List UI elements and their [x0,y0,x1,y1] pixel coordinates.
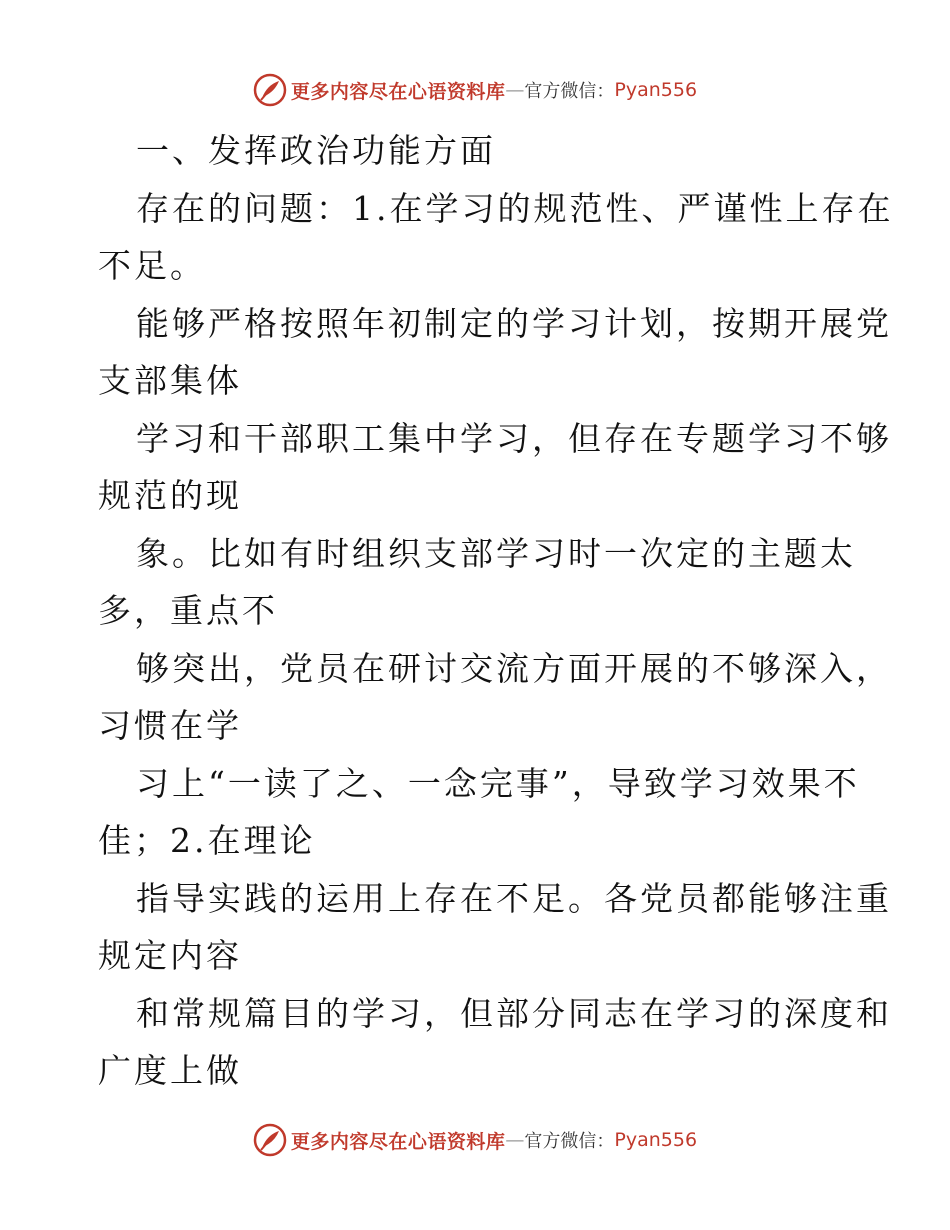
text-line: 多，重点不 [98,591,278,630]
text-line: 支部集体 [98,361,242,400]
text-line: 广度上做 [98,1051,242,1090]
text-line: 不足。 [98,246,206,285]
text-line: 够突出，党员在研讨交流方面开展的不够深入， [136,648,892,688]
text-line: 和常规篇目的学习，但部分同志在学习的深度和 [136,993,892,1033]
text-line: 习惯在学 [98,706,242,745]
text-line: 规定内容 [98,936,242,975]
text-line: 习上“一读了之、一念完事”，导致学习效果不 [136,763,860,803]
text-line: 象。比如有时组织支部学习时一次定的主题太 [136,533,856,573]
wechat-label: 官方微信： [524,81,615,102]
header-banner [0,70,950,110]
text-line: 能够严格按照年初制定的学习计划，按期开展党 [136,303,892,343]
banner-separator: — [505,79,525,101]
banner-slogan: 更多内容尽在心语资料库 [290,1130,506,1153]
text-line: 指导实践的运用上存在不足。各党员都能够注重 [136,878,892,918]
text-line: 规范的现 [98,476,242,515]
wechat-id: Pyan556 [614,1129,698,1151]
footer-banner [0,1120,950,1160]
banner-slogan: 更多内容尽在心语资料库 [290,80,506,103]
document-body [98,122,894,1100]
text-line: 佳；2.在理论 [98,821,316,860]
banner-separator: — [505,1129,525,1151]
wechat-label: 官方微信： [524,1131,615,1152]
wechat-id: Pyan556 [614,79,698,101]
text-line: 学习和干部职工集中学习，但存在专题学习不够 [136,418,892,458]
feather-pen-logo-icon [253,73,287,107]
feather-pen-logo-icon [253,1123,287,1157]
section-heading: 一、发挥政治功能方面 [136,131,496,170]
text-line: 存在的问题：1.在学习的规范性、严谨性上存在 [136,188,894,228]
